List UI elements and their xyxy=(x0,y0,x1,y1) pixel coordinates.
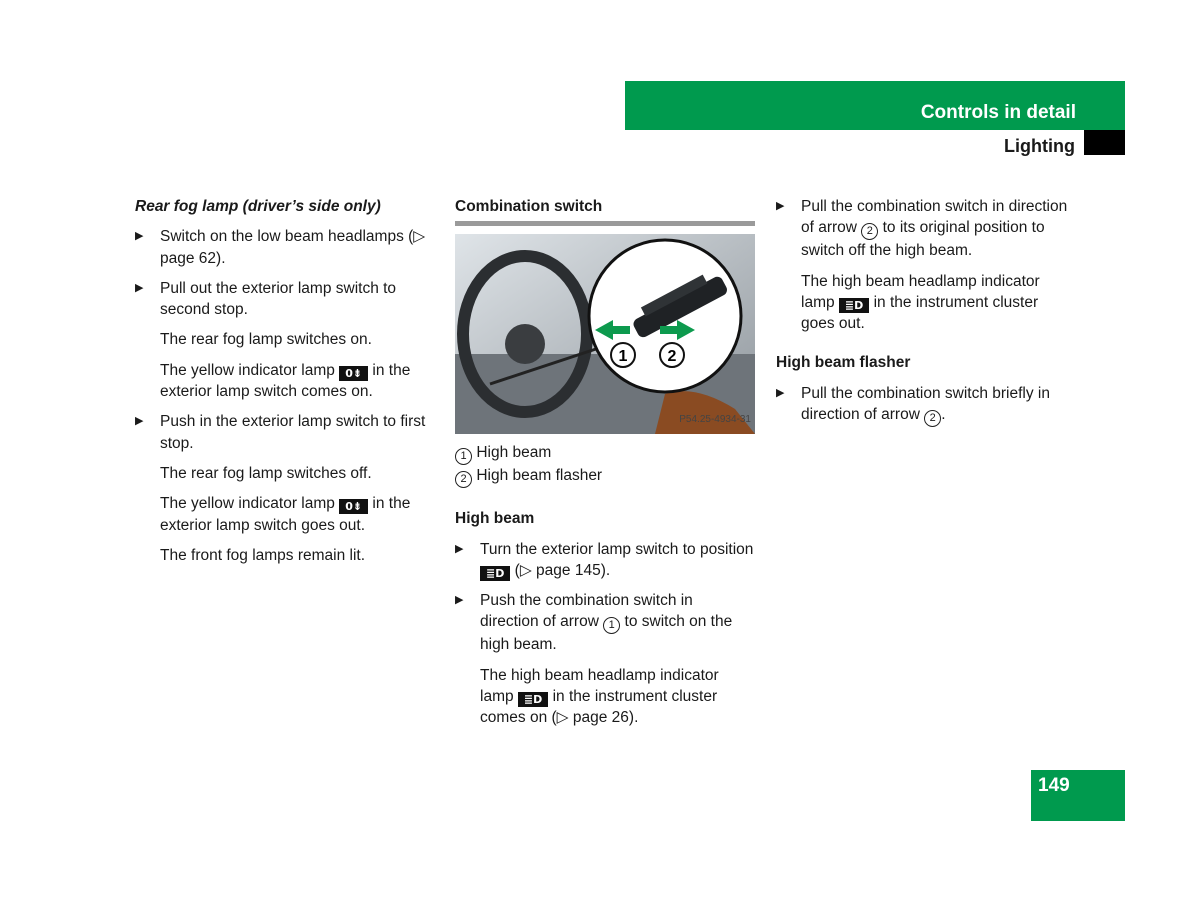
high-beam-heading: High beam xyxy=(455,510,535,528)
right-column xyxy=(776,196,1076,436)
circled-1-icon: 1 xyxy=(603,617,620,634)
front-fog-text: The front fog lamps remain lit. xyxy=(160,546,366,564)
step-push-switch: ▶ Push in the exterior lamp switch to first stop. xyxy=(135,413,426,452)
rear-fog-lamp-icon: 0⇟ xyxy=(339,366,368,381)
triangle-right-icon: ▶ xyxy=(455,542,464,555)
triangle-right-icon: ▶ xyxy=(776,200,785,212)
triangle-right-icon: ▶ xyxy=(135,281,144,294)
indicator-on-text: The yellow indicator lamp 0⇟ in the exterior lamp switch comes on. xyxy=(160,361,411,401)
circled-2-icon: 2 xyxy=(924,410,941,427)
circled-1-icon: 1 xyxy=(455,448,472,465)
callout-1: 1 xyxy=(618,348,628,366)
step-pull-switch: ▶ Pull out the exterior lamp switch to second stop. xyxy=(135,279,397,319)
subsection-marker xyxy=(1084,130,1125,155)
section-title: Controls in detail xyxy=(920,102,1076,123)
section-header-bar xyxy=(625,81,1125,130)
image-code: P54.25-4934-31 xyxy=(679,414,751,425)
callout-2: 2 xyxy=(667,348,677,366)
rear-fog-heading: Rear fog lamp (driver’s side only) xyxy=(135,198,381,215)
triangle-right-icon: ▶ xyxy=(135,415,144,428)
step-flash: ▶ Pull the combination switch briefly in direction of arrow 2 . xyxy=(776,383,1076,427)
subsection-title: Lighting xyxy=(1004,136,1075,156)
legend-item-1: 1 High beam xyxy=(455,442,755,465)
combination-switch-heading: Combination switch xyxy=(455,198,603,215)
page-number: 149 xyxy=(1031,770,1125,821)
triangle-right-icon: ▶ xyxy=(776,386,785,399)
rear-fog-lamp-icon: 0⇟ xyxy=(339,499,368,514)
rear-fog-on-text: The rear fog lamp switches on. xyxy=(160,331,372,349)
legend-item-2: 2 High beam flasher xyxy=(455,465,755,488)
circled-2-icon: 2 xyxy=(861,223,878,240)
high-beam-off-text: The high beam headlamp indicator lamp ≣D in the instrument cluster goes out. xyxy=(801,272,1040,333)
middle-column xyxy=(455,196,755,738)
high-beam-flasher-heading: High beam flasher xyxy=(776,354,911,372)
high-beam-icon: ≣D xyxy=(480,566,510,581)
combination-switch-photo xyxy=(455,234,755,434)
triangle-right-icon: ▶ xyxy=(455,594,464,607)
triangle-right-icon: ▶ xyxy=(135,230,144,243)
high-beam-on-text: The high beam headlamp indicator lamp ≣D in the instrument cluster comes on (▷ page 26). xyxy=(480,666,719,727)
high-beam-icon: ≣D xyxy=(839,298,869,313)
left-column xyxy=(135,196,435,575)
indicator-off-text: The yellow indicator lamp 0⇟ in the exterior lamp switch goes out. xyxy=(160,495,411,534)
step-pull-combination: ▶ Pull the combination switch in direction of arrow 2 to its original position to switch off the high beam. xyxy=(776,198,1068,260)
step-low-beam: ▶ Switch on the low beam headlamps (▷ page 62). xyxy=(135,228,426,267)
step-turn-switch: ▶ Turn the exterior lamp switch to position ≣D (▷ page 145). xyxy=(455,540,754,580)
rear-fog-off-text: The rear fog lamp switches off. xyxy=(160,464,372,482)
circled-2-icon: 2 xyxy=(455,471,472,488)
combination-switch-illustration xyxy=(455,234,755,434)
step-push-combination: ▶ Push the combination switch in direction of arrow 1 to switch on the high beam. xyxy=(455,592,733,654)
high-beam-icon: ≣D xyxy=(518,692,548,707)
heading-rule xyxy=(455,221,755,226)
